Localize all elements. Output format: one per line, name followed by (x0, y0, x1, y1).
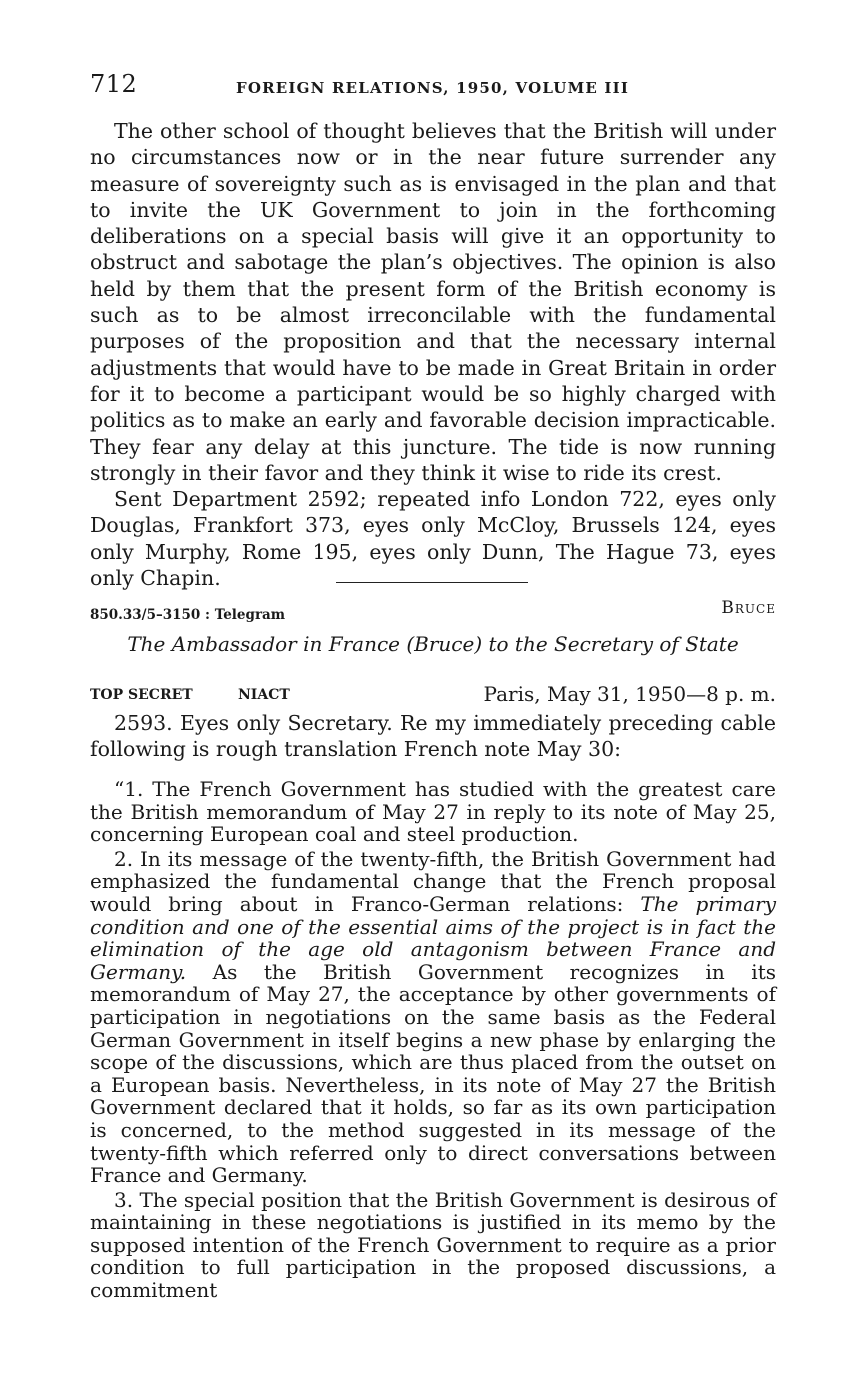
section-divider (336, 582, 528, 583)
place-date: Paris, May 31, 1950—8 p. m. (483, 682, 776, 706)
document-page (90, 0, 776, 1380)
classification: TOP SECRET (90, 687, 193, 703)
quote-p2-italic: The primary condition and one of the essential aims of the project is in fact the elimination of the age old antagonism between France and Germany. (90, 891, 777, 984)
quote-paragraph-1: “1. The French Government has studied with the greatest care the British memorandum of May 27 in reply to its note of May 25, concerning European coal and steel production. (90, 777, 776, 847)
previous-document-text (90, 118, 776, 622)
telegram-intro (90, 710, 776, 763)
file-reference: 850.33/5–3150 : Telegram (90, 607, 286, 623)
quote-p2-start: 2. In its message of the twenty-fifth, the British Government had emphasized the fundamental change that the French proposal would bring about in Franco-German relations: (90, 846, 776, 916)
document-title: The Ambassador in France (Bruce) to the Secretary of State (127, 632, 739, 656)
page-number: 712 (90, 70, 138, 98)
classification-line (90, 682, 776, 708)
page-header (90, 70, 776, 104)
quote-paragraph-2 (90, 848, 776, 1187)
quote-paragraph-3: 3. The special position that the British Government is desirous of maintaining in these negotiations is justified in its memo by the supposed intention of the French Government to require as a prior condition to full participation in the proposed discussions, a commitment (90, 1187, 776, 1303)
quoted-note (90, 778, 776, 1302)
paragraph-school-of-thought: The other school of thought believes that the British will under no circumstances now or in the near future surrender any measure of sovereignty such as is envisaged in the plan and that to invite the UK Government to join in the forthcoming deliberations on a special basis will give it an opportunity to obstruct and sabotage the plan’s objectives. The opinion is also held by them that the present form of the British economy is such as to be almost irreconcilable with the fundamental purposes of the proposition and that the necessary internal adjustments that would have to be made in Great Britain in order for it to become a participant would be so highly charged with politics as to make an early and favorable decision impracticable. They fear any delay at this juncture. The tide is now running strongly in their favor and they think it wise to ride its crest. (90, 119, 776, 485)
paragraph-distribution: Sent Department 2592; repeated info London 722, eyes only Douglas, Frankfort 373, eyes only McCloy, Brussels 124, eyes only Murphy, Rome 195, eyes only Dunn, The Hague 73, eyes only Chapin. (90, 487, 776, 591)
precedence: NIACT (238, 687, 290, 703)
running-title: FOREIGN RELATIONS, 1950, VOLUME III (236, 79, 630, 97)
intro-paragraph: 2593. Eyes only Secretary. Re my immediately preceding cable following is rough translation French note May 30: (90, 711, 776, 762)
signature-bruce: Bruce (721, 598, 776, 619)
quote-p2-end: As the British Government recognizes in its memorandum of May 27, the acceptance by other governments of participation in negotiations on the same basis as the Federal German Government in itself begins a new phase by enlarging the scope of the discussions, which are thus placed from the outset on a European basis. Nevertheless, in its note of May 27 the British Government declared that it holds, so far as its own participation is concerned, to the method suggested in its message of the twenty-fifth which referred only to direct conversations between France and Germany. (90, 959, 776, 1188)
